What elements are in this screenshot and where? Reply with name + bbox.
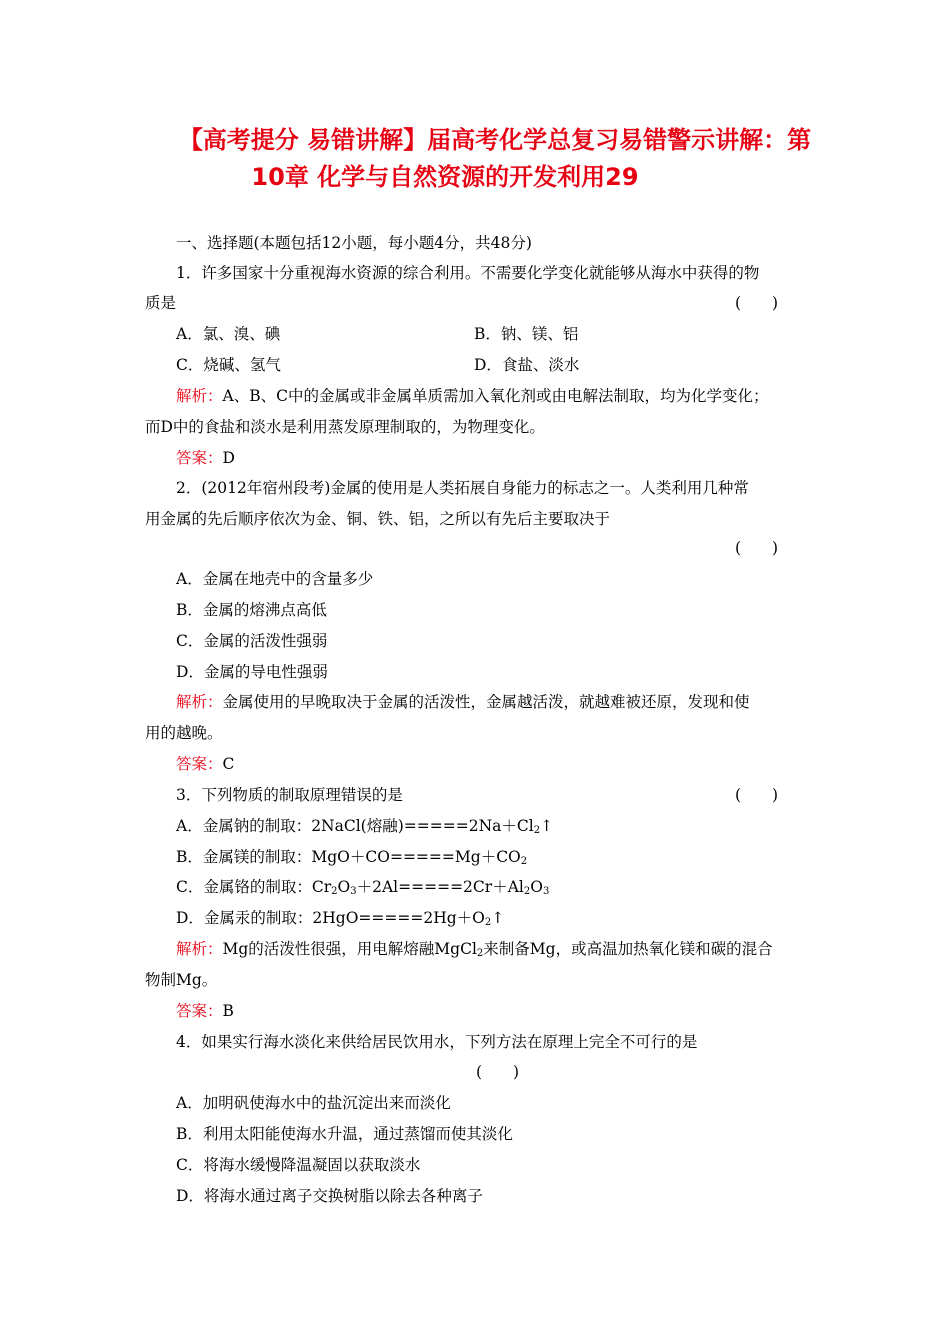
q1-option-b: B．钠、镁、铝 bbox=[474, 325, 579, 343]
q2-answer-value: C bbox=[222, 755, 235, 773]
q4-option-a: A．加明矾使海水中的盐沉淀出来而淡化 bbox=[176, 1094, 451, 1112]
q1-analysis-line-2: 而D中的食盐和淡水是利用蒸发原理制取的，为物理变化。 bbox=[145, 418, 545, 436]
subscript: 2 bbox=[533, 825, 541, 836]
subscript: 2 bbox=[331, 886, 338, 897]
q1-option-c: C．烧碱、氢气 bbox=[176, 356, 281, 374]
q3-analysis-line-1 bbox=[176, 939, 773, 964]
answer-label: 答案： bbox=[176, 1002, 223, 1020]
up-arrow: ↑ bbox=[540, 817, 554, 835]
q3-analysis-line-2: 物制Mg。 bbox=[145, 971, 218, 989]
analysis-label: 解析： bbox=[176, 940, 223, 958]
q1-stem-line-2: 质是 bbox=[145, 294, 177, 312]
q3-option-c bbox=[176, 877, 549, 902]
answer-label: 答案： bbox=[176, 755, 223, 773]
subscript: 2 bbox=[476, 948, 484, 959]
q2-option-a: A．金属在地壳中的含量多少 bbox=[176, 570, 374, 588]
q2-stem-line-2: 用金属的先后顺序依次为金、铜、铁、铝，之所以有先后主要取决于 bbox=[145, 510, 611, 528]
q2-analysis-line-2: 用的越晚。 bbox=[145, 724, 223, 742]
q2-analysis-line-1 bbox=[176, 692, 750, 712]
analysis-label: 解析： bbox=[176, 387, 223, 405]
q4-stem: 4．如果实行海水淡化来供给居民饮用水，下列方法在原理上完全不可行的是 bbox=[176, 1033, 698, 1051]
q3-option-a bbox=[176, 816, 553, 841]
q3-analysis-text: Mg的活泼性很强，用电解熔融MgCl bbox=[222, 940, 477, 958]
q3-option-c-text: O bbox=[530, 878, 543, 896]
q1-answer-value: D bbox=[222, 449, 235, 467]
subscript: 3 bbox=[542, 886, 550, 897]
section-header: 一、选择题(本题包括12小题，每小题4分，共48分) bbox=[176, 234, 532, 252]
q3-option-d bbox=[176, 908, 504, 933]
answer-label: 答案： bbox=[176, 449, 223, 467]
subscript: 2 bbox=[520, 856, 528, 867]
q2-option-d: D．金属的导电性强弱 bbox=[176, 663, 328, 681]
q3-stem: 3．下列物质的制取原理错误的是 bbox=[176, 786, 403, 804]
q3-answer-blank: ( ) bbox=[735, 786, 779, 804]
doc-title-line-2: 10章 化学与自然资源的开发利用29 bbox=[251, 163, 639, 191]
q2-option-b: B．金属的熔沸点高低 bbox=[176, 601, 327, 619]
q3-analysis-text: 来制备Mg，或高温加热氧化镁和碳的混合 bbox=[483, 940, 773, 958]
q1-answer bbox=[176, 448, 235, 468]
q4-option-d: D．将海水通过离子交换树脂以除去各种离子 bbox=[176, 1187, 483, 1205]
subscript: 2 bbox=[523, 886, 531, 897]
q2-answer bbox=[176, 754, 234, 774]
q3-option-b bbox=[176, 847, 527, 872]
subscript: 3 bbox=[350, 886, 357, 897]
q2-analysis-text: 金属使用的早晚取决于金属的活泼性，金属越活泼，就越难被还原，发现和使 bbox=[222, 693, 750, 711]
q1-option-a: A．氯、溴、碘 bbox=[176, 325, 281, 343]
q3-option-a-text: A．金属钠的制取：2NaCl(熔融)=====2Na＋Cl bbox=[176, 817, 534, 835]
q4-option-b: B．利用太阳能使海水升温，通过蒸馏而使其淡化 bbox=[176, 1125, 513, 1143]
subscript: 2 bbox=[484, 917, 492, 928]
q1-analysis-text: A、B、C中的金属或非金属单质需加入氧化剂或由电解法制取，均为化学变化； bbox=[222, 387, 769, 405]
q1-option-d: D．食盐、淡水 bbox=[474, 356, 580, 374]
q3-option-d-text: D．金属汞的制取：2HgO=====2Hg＋O bbox=[176, 909, 485, 927]
q2-stem-line-1: 2．(2012年宿州段考)金属的使用是人类拓展自身能力的标志之一。人类利用几种常 bbox=[176, 479, 749, 497]
q4-answer-blank: ( ) bbox=[476, 1063, 520, 1081]
q3-option-c-text: C．金属铬的制取：Cr bbox=[176, 878, 332, 896]
q4-option-c: C．将海水缓慢降温凝固以获取淡水 bbox=[176, 1156, 421, 1174]
q1-stem-line-1: 1．许多国家十分重视海水资源的综合利用。不需要化学变化就能够从海水中获得的物 bbox=[176, 264, 760, 282]
q2-answer-blank: ( ) bbox=[735, 539, 779, 557]
q2-option-c: C．金属的活泼性强弱 bbox=[176, 632, 328, 650]
up-arrow: ↑ bbox=[491, 909, 505, 927]
q3-option-c-text: O bbox=[337, 878, 351, 896]
q1-analysis-line-1 bbox=[176, 386, 768, 406]
q3-option-b-text: B．金属镁的制取：MgO＋CO=====Mg＋CO bbox=[176, 848, 521, 866]
doc-title-line-1: 【高考提分 易错讲解】届高考化学总复习易错警示讲解：第 bbox=[178, 126, 812, 154]
q3-option-c-text: ＋2Al=====2Cr＋Al bbox=[356, 878, 524, 896]
q1-answer-blank: ( ) bbox=[735, 294, 779, 312]
q3-answer bbox=[176, 1001, 234, 1021]
q3-answer-value: B bbox=[222, 1002, 234, 1020]
analysis-label: 解析： bbox=[176, 693, 223, 711]
